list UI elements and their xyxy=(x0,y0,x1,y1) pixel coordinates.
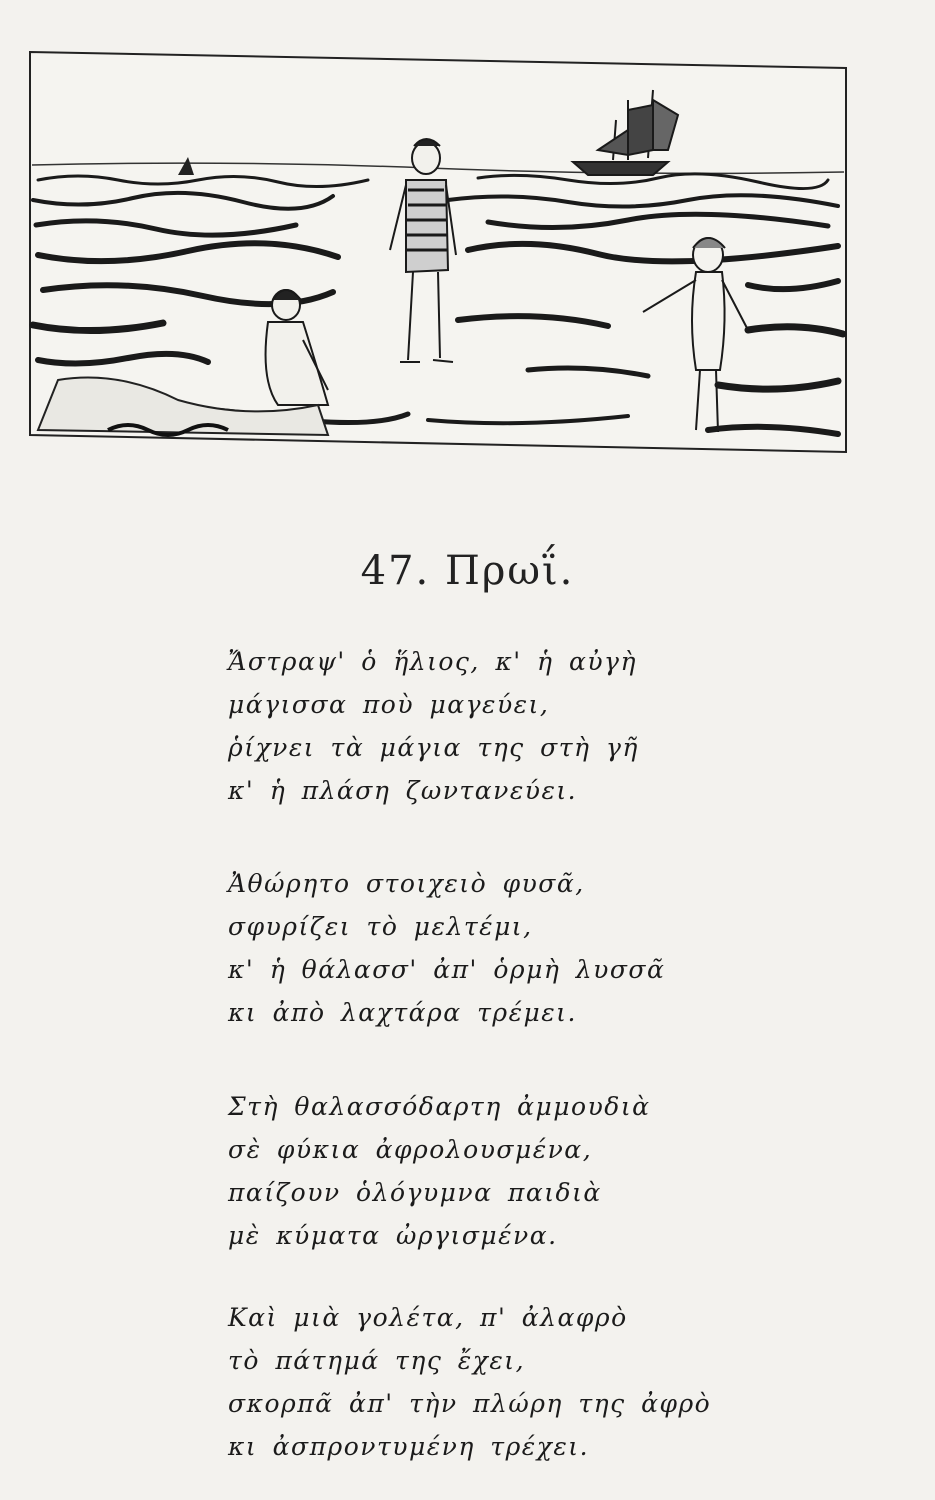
poem-line: Καὶ μιὰ γολέτα, π' ἀλαφρὸ xyxy=(228,1303,628,1332)
poem-line: τὸ πάτημά της ἔχει, xyxy=(228,1346,526,1375)
poem-line: μὲ κύματα ὠργισμένα. xyxy=(228,1221,558,1250)
stanza xyxy=(228,640,639,812)
poem-line: σκορπᾶ ἀπ' τὴν πλώρη της ἀφρὸ xyxy=(228,1389,712,1418)
poem-line: κ' ἡ θάλασσ' ἀπ' ὁρμὴ λυσσᾶ xyxy=(228,955,666,984)
boys-at-seashore-with-sailing-ship-icon xyxy=(28,50,848,455)
seashore-illustration xyxy=(28,50,848,455)
poem-line: κ' ἡ πλάση ζωντανεύει. xyxy=(228,776,578,805)
poem-line: Στὴ θαλασσόδαρτη ἀμμουδιὰ xyxy=(228,1092,651,1121)
poem-line: σὲ φύκια ἀφρολουσμένα, xyxy=(228,1135,593,1164)
poem-line: σφυρίζει τὸ μελτέμι, xyxy=(228,912,533,941)
poem-line: ῥίχνει τὰ μάγια της στὴ γῆ xyxy=(228,733,639,762)
poem-line: Ἄστραψ' ὁ ἥλιος, κ' ἡ αὐγὴ xyxy=(228,647,637,676)
poem-line: μάγισσα ποὺ μαγεύει, xyxy=(228,690,550,719)
poem-line: Ἀθώρητο στοιχειὸ φυσᾶ, xyxy=(228,869,585,898)
stanza xyxy=(228,1085,651,1257)
poem-line: κι ἀπὸ λαχτάρα τρέμει. xyxy=(228,998,577,1027)
poem-title: 47. Πρωΐ. xyxy=(360,548,575,594)
poem-line: κι ἀσπροντυμένη τρέχει. xyxy=(228,1432,590,1461)
stanza xyxy=(228,1296,711,1468)
stanza xyxy=(228,862,665,1034)
poem-line: παίζουν ὁλόγυμνα παιδιὰ xyxy=(228,1178,602,1207)
